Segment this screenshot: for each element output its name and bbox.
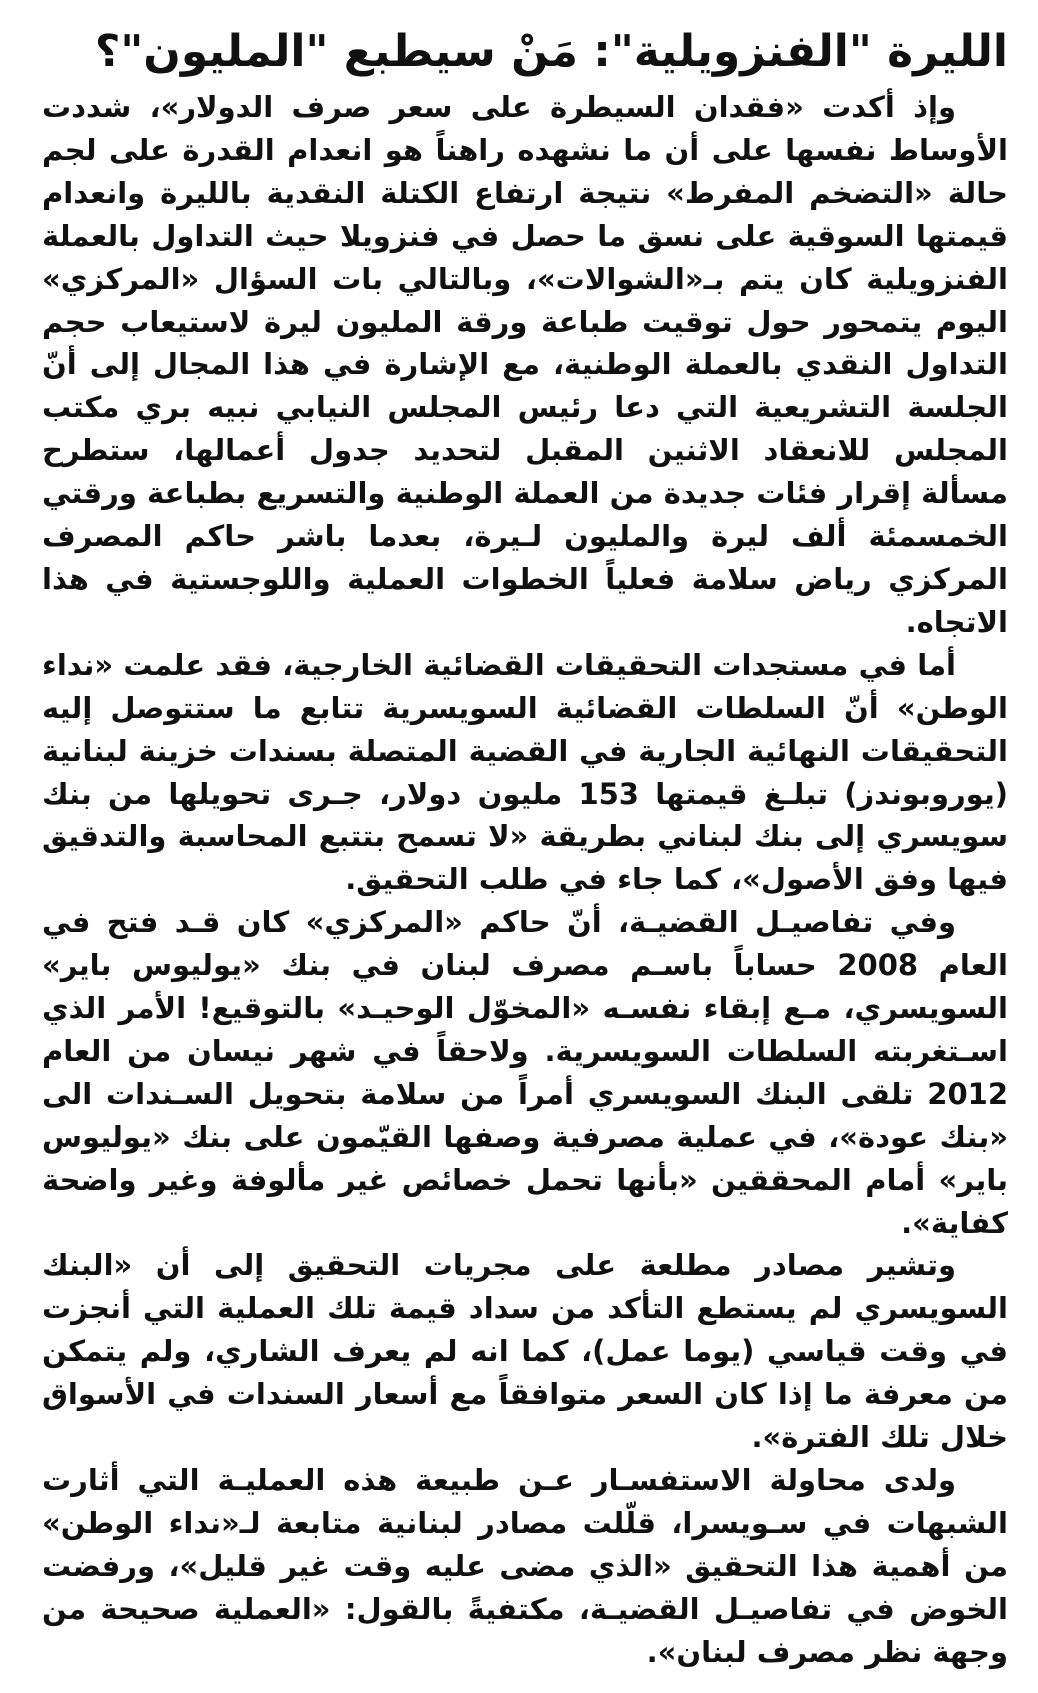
article-body — [42, 86, 1008, 1674]
article-headline: الليرة "الفنزويلية": مَنْ سيطبع "المليون"؟ — [94, 26, 1008, 77]
article-paragraph-5: ولدى محاولة الاستفسـار عـن طبيعة هذه العمليـة التي أثارت الشبهات في سـويسرا، قلّلت مصادر لبنانية متابعة لـ«نداء الوطن» من أهمية هذا التحقيق «الذي مضى عليه وقت غير قليل»، ورفضت الخوض في تفاصيـل القضيـة، مكتفيةً بالقول: «العملية صحيحة من وجهة نظر مصرف لبنان». — [42, 1463, 1008, 1669]
article-paragraph-3: وفي تفاصيـل القضيـة، أنّ حاكم «المركزي» كان قـد فتح في العام 2008 حساباً باسـم مصرف لبنان في بنك «يوليوس باير» السويسري، مـع إبقاء نفسـه «المخوّل الوحيـد» بالتوقيع! الأمر الذي اسـتغربته السلطات السويسرية. ولاحقاً في شهر نيسان من العام 2012 تلقى البنك السويسري أمراً من سلامة بتحويل السـندات الى «بنك عودة»، في عملية مصرفية وصفها القيّمون على بنك «يوليوس باير» أمام المحققين «بأنها تحمل خصائص غير مألوفة وغير واضحة كفاية». — [42, 905, 1008, 1240]
article-paragraph-1: وإذ أكدت «فقدان السيطرة على سعر صرف الدولار»، شددت الأوساط نفسها على أن ما نشهده راهناً هو انعدام القدرة على لجم حالة «التضخم المفرط» نتيجة ارتفاع الكتلة النقدية بالليرة وانعدام قيمتها السوقية على نسق ما حصل في فنزويلا حيث التداول بالعملة الفنزويلية كان يتم بـ«الشوالات»، وبالتالي بات السؤال «المركزي» اليوم يتمحور حول توقيت طباعة ورقة المليون ليرة لاستيعاب حجم التداول النقدي بالعملة الوطنية، مع الإشارة في هذا المجال إلى أنّ الجلسة التشريعية التي دعا رئيس المجلس النيابي نبيه بري مكتب المجلس للانعقاد الاثنين المقبل لتحديد جدول أعمالها، ستطرح مسألة إقرار فئات جديدة من العملة الوطنية والتسريع بطباعة ورقتي الخمسمئة ألف ليرة والمليون لـيرة، بعدما باشر حاكم المصرف المركزي رياض سلامة فعلياً الخطوات العملية واللوجستية في هذا الاتجاه. — [42, 90, 1008, 639]
article-paragraph-2: أما في مستجدات التحقيقات القضائية الخارجية، فقد علمت «نداء الوطن» أنّ السلطات القضائية السويسرية تتابع ما ستتوصل إليه التحقيقات النهائية الجارية في القضية المتصلة بسندات خزينة لبنانية (يوروبوندز) تبلـغ قيمتها 153 مليون دولار، جـرى تحويلها من بنك سويسري إلى بنك لبناني بطريقة «لا تسمح بتتبع المحاسبة والتدقيق فيها وفق الأصول»، كما جاء في طلب التحقيق. — [42, 647, 1008, 897]
article-paragraph-4: وتشير مصادر مطلعة على مجريات التحقيق إلى أن «البنك السويسري لم يستطع التأكد من سداد قيمة تلك العملية التي أنجزت في وقت قياسي (يوما عمل)، كما انه لم يعرف الشاري، ولم يتمكن من معرفة ما إذا كان السعر متوافقاً مع أسعار السندات في الأسواق خلال تلك الفترة». — [42, 1248, 1008, 1455]
